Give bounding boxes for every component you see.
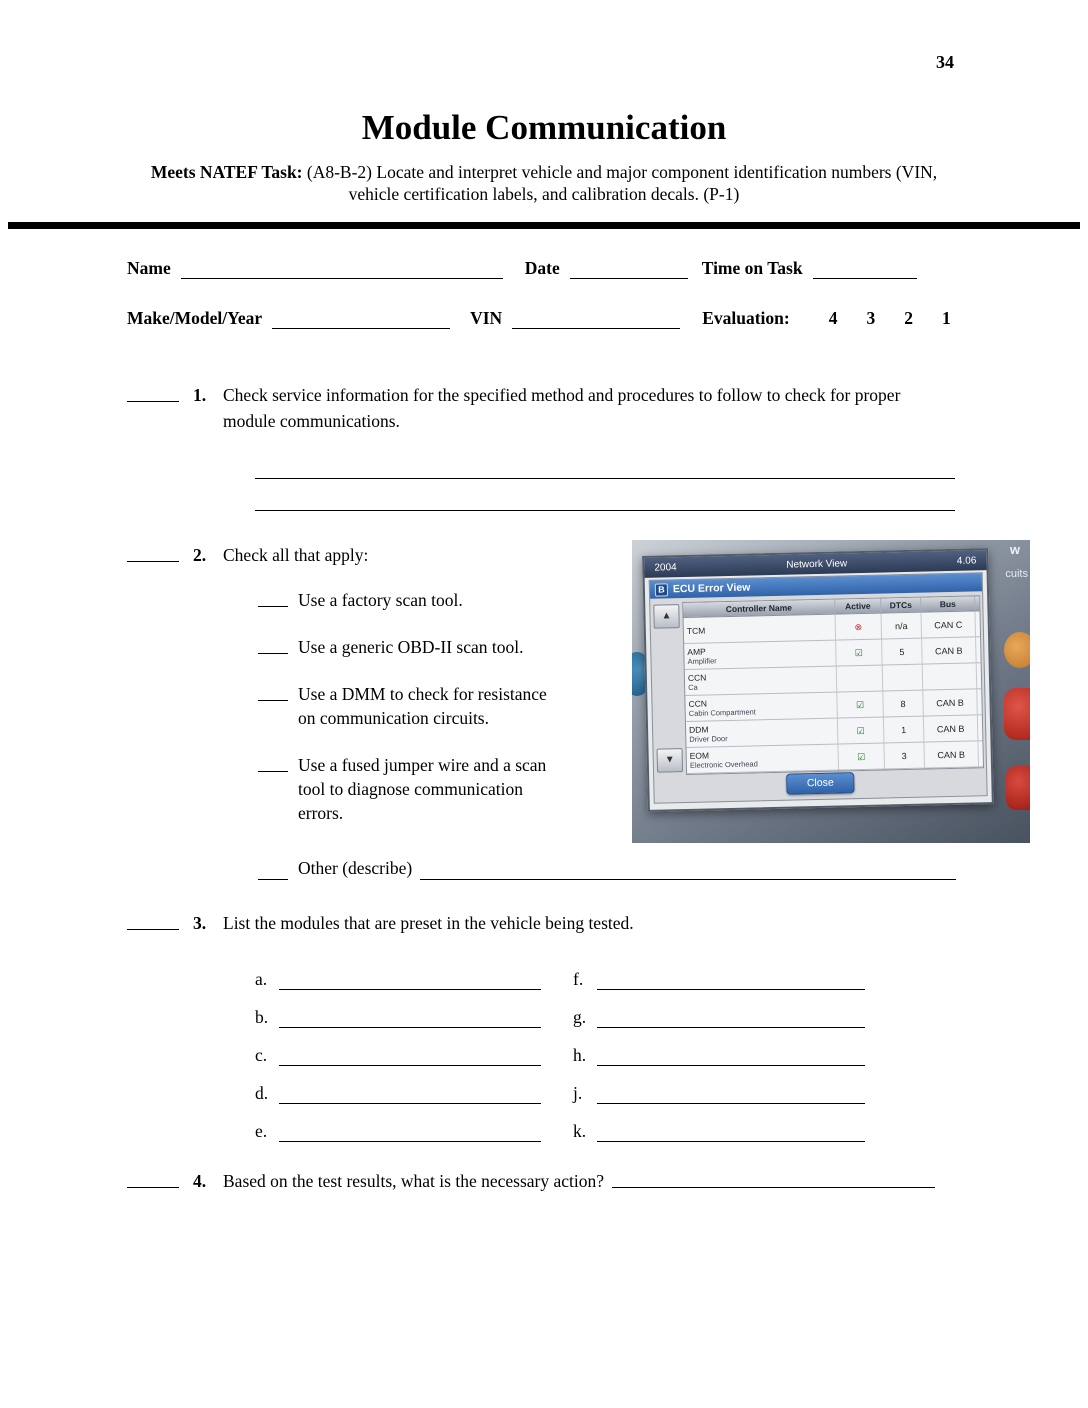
make-model-year-label: Make/Model/Year (127, 308, 263, 328)
bus-type: CAN B (924, 741, 979, 767)
dtc-count (883, 665, 924, 691)
scroll-up-icon: ▲ (653, 604, 680, 629)
time-on-task-field[interactable] (813, 259, 917, 279)
module-label-e: e. (255, 1121, 268, 1141)
module-label-h: h. (573, 1045, 587, 1065)
photo-corner-text: w (1009, 542, 1020, 557)
task-item-2 (127, 542, 368, 568)
option-row (258, 753, 618, 825)
module-blank-row (255, 1028, 875, 1066)
controller-subname: Driver Door (689, 734, 728, 744)
header-controller-name: Controller Name (683, 600, 835, 617)
active-status-icon: ☑ (838, 744, 885, 770)
module-label-c: c. (255, 1045, 268, 1065)
date-label: Date (524, 258, 560, 278)
task-4-number: 4. (193, 1171, 207, 1191)
status-view-title: Network View (786, 557, 848, 571)
form-line-name-date-time (127, 258, 957, 279)
dtc-count: 1 (884, 717, 925, 743)
task-1-answer-line-2[interactable] (255, 484, 955, 511)
vin-label: VIN (470, 308, 503, 328)
scan-tool-screen (642, 548, 994, 812)
module-label-g: g. (573, 1007, 587, 1027)
option-1-label: Use a factory scan tool. (298, 590, 463, 610)
dtc-count: 8 (883, 691, 924, 717)
evaluation-score-4[interactable]: 4 (828, 308, 838, 328)
form-line-vehicle-eval (127, 308, 957, 329)
controller-subname: Cabin Compartment (688, 707, 756, 718)
module-label-a: a. (255, 969, 268, 989)
task-3-grade-blank[interactable] (127, 910, 179, 930)
module-field-d[interactable] (279, 1085, 541, 1104)
status-version: 4.06 (956, 554, 977, 567)
module-blank-row (255, 1066, 875, 1104)
task-2-options (258, 588, 618, 848)
bus-type: CAN B (924, 715, 979, 741)
dtc-count: 5 (882, 639, 923, 665)
controller-name: AMP (687, 646, 706, 657)
active-status-icon: ⊗ (836, 614, 883, 640)
name-label: Name (127, 258, 171, 278)
time-on-task-label: Time on Task (701, 258, 803, 278)
module-field-f[interactable] (597, 971, 865, 990)
module-blank-row (255, 952, 875, 990)
task-3-number: 3. (193, 913, 207, 933)
option-other-field[interactable] (420, 861, 956, 880)
name-field[interactable] (181, 259, 503, 279)
task-item-3 (127, 910, 634, 936)
controller-subname: Ca (688, 682, 698, 692)
controller-name: DDM (688, 724, 709, 735)
controller-name: EOM (689, 750, 710, 761)
task-1-number: 1. (193, 385, 207, 405)
make-model-year-field[interactable] (272, 309, 450, 329)
task-4-grade-blank[interactable] (127, 1168, 179, 1188)
option-2-checkbox-blank[interactable] (258, 635, 288, 654)
option-other-checkbox-blank[interactable] (258, 861, 288, 880)
module-field-e[interactable] (279, 1123, 541, 1142)
date-field[interactable] (570, 259, 688, 279)
ecu-window-title: ECU Error View (672, 581, 751, 596)
scroll-down-icon: ▼ (657, 748, 684, 773)
task-2-text: Check all that apply: (223, 545, 369, 565)
task-1-grade-blank[interactable] (127, 382, 179, 402)
evaluation-label: Evaluation: (702, 308, 790, 328)
photo-side-text: cuits (1005, 568, 1028, 580)
module-label-b: b. (255, 1007, 269, 1027)
window-icon: B (655, 583, 668, 596)
module-label-j: j. (573, 1083, 583, 1103)
module-blank-row (255, 1104, 875, 1142)
option-3-checkbox-blank[interactable] (258, 682, 288, 701)
header-dtcs: DTCs (881, 598, 921, 613)
scan-tool-photo (632, 540, 1030, 843)
option-other-label: Other (describe) (298, 858, 413, 878)
module-label-f: f. (573, 969, 584, 989)
scroll-arrows (653, 604, 681, 773)
task-item-4 (127, 1168, 957, 1194)
option-4-checkbox-blank[interactable] (258, 753, 288, 772)
natef-task-description (144, 161, 944, 205)
controller-name: CCN (688, 698, 708, 709)
natef-task-label: Meets NATEF Task: (150, 162, 303, 182)
option-row (258, 588, 618, 612)
vin-field[interactable] (512, 309, 680, 329)
active-status-icon: ☑ (836, 640, 883, 666)
task-1-answer-line-1[interactable] (255, 452, 955, 479)
page-number: 34 (936, 52, 954, 72)
device-button-red-upper (1004, 688, 1030, 740)
module-field-c[interactable] (279, 1047, 541, 1066)
status-vehicle-year: 2004 (654, 561, 677, 574)
header-active: Active (835, 599, 881, 614)
page-title: Module Communication (361, 108, 727, 147)
active-status-icon: ☑ (838, 718, 885, 744)
natef-task-text: (A8-B-2) Locate and interpret vehicle and major component identification numbers (VIN, vehicle certification labels, and calibration decals. (P-1) (306, 162, 938, 204)
bus-type (923, 663, 978, 689)
option-1-checkbox-blank[interactable] (258, 588, 288, 607)
bus-type: CAN C (921, 611, 976, 637)
option-2-label: Use a generic OBD-II scan tool. (298, 637, 524, 657)
module-field-g[interactable] (597, 1009, 865, 1028)
close-button: Close (786, 772, 854, 795)
controller-subname: Amplifier (687, 656, 717, 666)
task-2-number: 2. (193, 545, 207, 565)
device-button-orange (1004, 632, 1030, 668)
evaluation-score-1[interactable]: 1 (941, 308, 951, 328)
bus-type: CAN B (922, 637, 977, 663)
module-list-blanks (255, 952, 875, 1142)
option-other-row (258, 856, 956, 880)
task-item-1 (127, 382, 951, 434)
evaluation-score-2[interactable]: 2 (904, 308, 913, 328)
controller-name: CCN (687, 672, 707, 683)
task-1-text: Check service information for the specified method and procedures to follow to check for proper module communications. (223, 385, 901, 431)
task-4-answer-field[interactable] (612, 1168, 935, 1188)
option-row (258, 682, 618, 730)
ecu-window-titlebar (650, 573, 982, 599)
evaluation-score-3[interactable]: 3 (866, 308, 876, 328)
module-field-a[interactable] (279, 971, 541, 990)
header-divider (8, 222, 1080, 229)
controller-name: TCM (686, 625, 706, 636)
module-field-h[interactable] (597, 1047, 865, 1066)
header-bus: Bus (921, 596, 975, 611)
active-status-icon: ☑ (837, 692, 884, 718)
module-blank-row (255, 990, 875, 1028)
task-4-text: Based on the test results, what is the necessary action? (223, 1171, 605, 1191)
task-2-grade-blank[interactable] (127, 542, 179, 562)
option-3-label: Use a DMM to check for resistance on communication circuits. (298, 684, 547, 728)
option-4-label: Use a fused jumper wire and a scan tool to diagnose communication errors. (298, 755, 547, 823)
task-3-text: List the modules that are preset in the vehicle being tested. (223, 913, 634, 933)
module-label-d: d. (255, 1083, 269, 1103)
ecu-table (682, 595, 984, 775)
module-field-b[interactable] (279, 1009, 541, 1028)
dtc-count: n/a (882, 613, 923, 639)
option-row (258, 635, 618, 659)
module-field-j[interactable] (597, 1085, 865, 1104)
controller-subname: Electronic Overhead (689, 759, 758, 770)
active-status-icon (837, 666, 884, 692)
module-field-k[interactable] (597, 1123, 865, 1142)
ecu-table-row (687, 741, 984, 774)
device-button-red-lower (1006, 766, 1030, 810)
dtc-count: 3 (884, 743, 925, 769)
module-label-k: k. (573, 1121, 587, 1141)
bus-type: CAN B (923, 689, 978, 715)
ecu-error-view-window (649, 572, 988, 804)
